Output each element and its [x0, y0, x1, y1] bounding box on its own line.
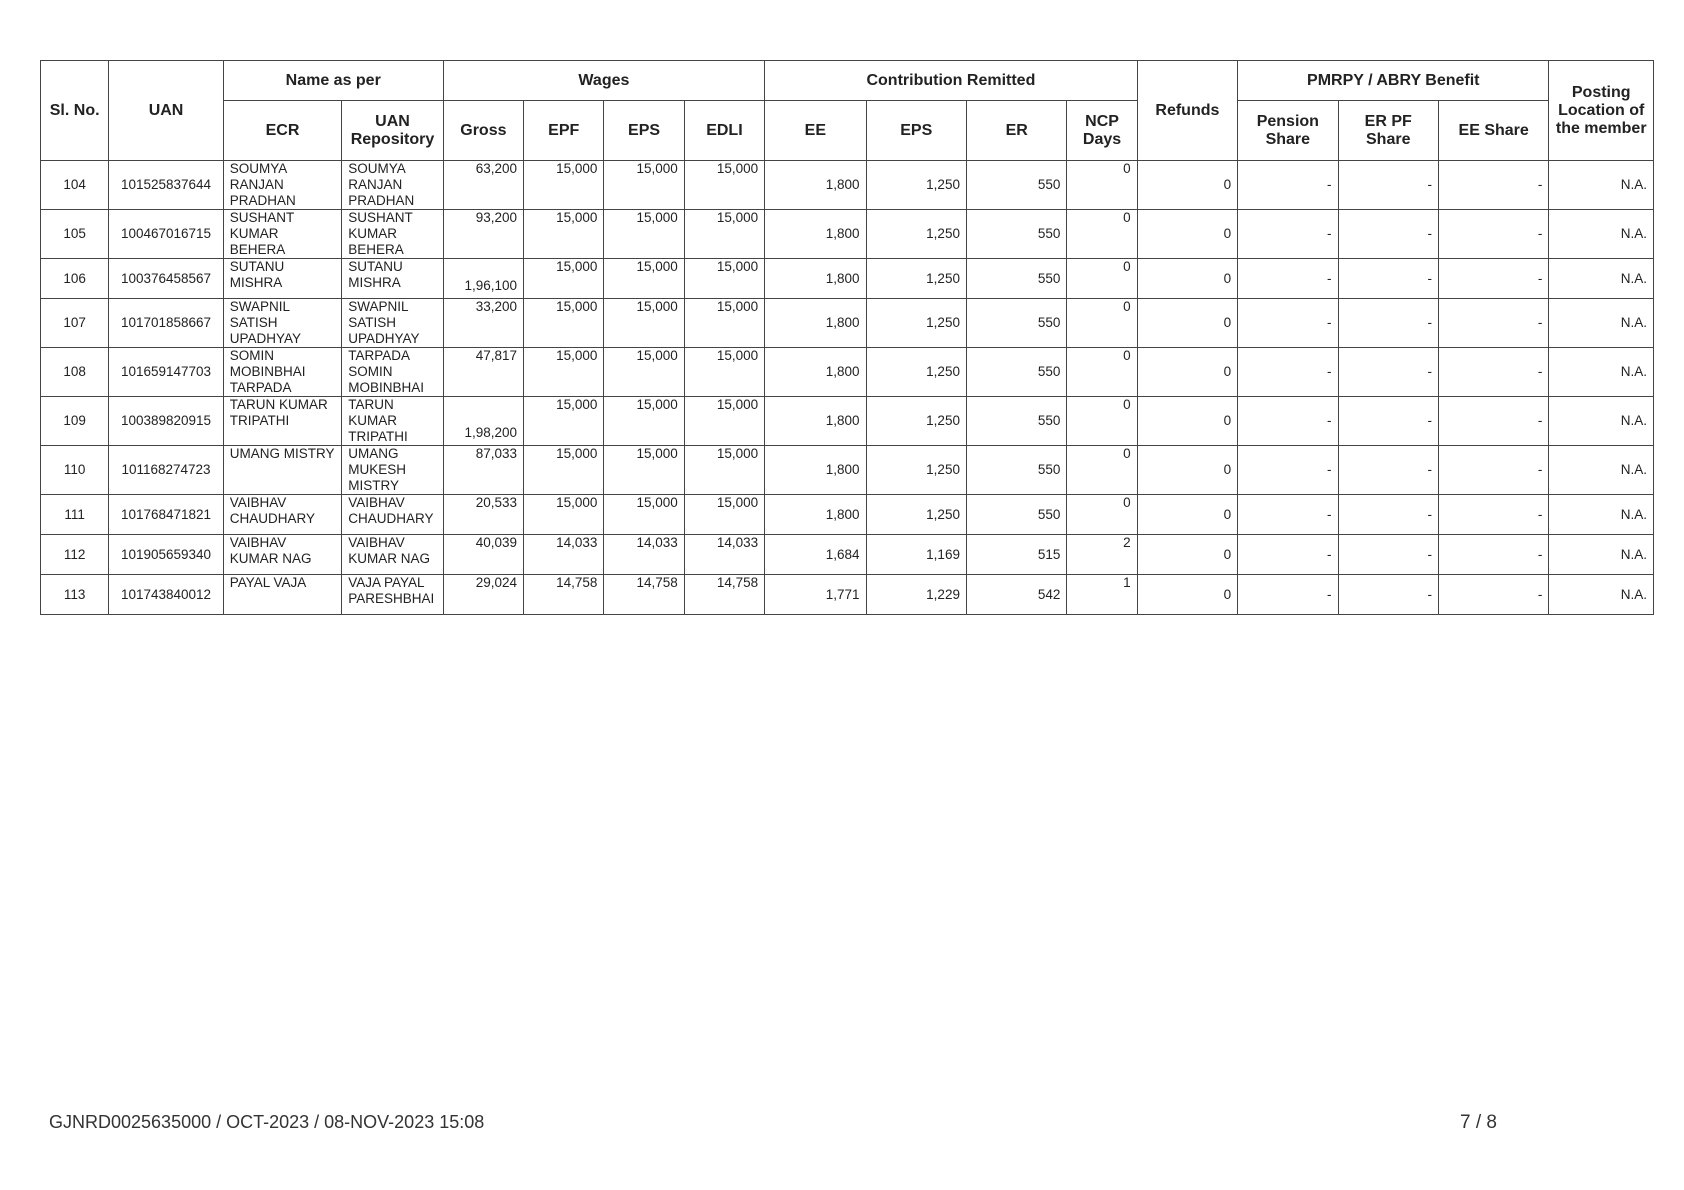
- cell-uan: 100467016715: [109, 210, 223, 259]
- cell-uan: 101525837644: [109, 161, 223, 210]
- cell-ncp-days: 0: [1067, 161, 1137, 210]
- cell-sl-no: 105: [41, 210, 109, 259]
- cell-ncp-days: 0: [1067, 495, 1137, 535]
- cell-sl-no: 112: [41, 535, 109, 575]
- cell-ncp-days: 0: [1067, 259, 1137, 299]
- cell-posting-location: N.A.: [1549, 535, 1654, 575]
- cell-er-pf-share: -: [1338, 446, 1438, 495]
- cell-uan-repository-name: VAIBHAV CHAUDHARY: [342, 495, 443, 535]
- cell-ee-share: -: [1438, 495, 1548, 535]
- cell-refunds: 0: [1137, 495, 1237, 535]
- cell-er: 550: [966, 210, 1066, 259]
- cell-er: 542: [966, 575, 1066, 615]
- cell-uan: 101659147703: [109, 348, 223, 397]
- cell-refunds: 0: [1137, 348, 1237, 397]
- cell-er-pf-share: -: [1338, 495, 1438, 535]
- cell-edli: 14,758: [684, 575, 764, 615]
- header-ee: EE: [765, 101, 866, 161]
- cell-ecr-name: TARUN KUMAR TRIPATHI: [223, 397, 342, 446]
- cell-gross: 1,98,200: [443, 397, 523, 446]
- cell-sl-no: 106: [41, 259, 109, 299]
- cell-eps-contribution: 1,250: [866, 161, 966, 210]
- cell-epf: 15,000: [524, 397, 604, 446]
- cell-gross: 33,200: [443, 299, 523, 348]
- cell-refunds: 0: [1137, 259, 1237, 299]
- header-uan: UAN: [109, 61, 223, 161]
- cell-epf: 15,000: [524, 348, 604, 397]
- cell-ee: 1,800: [765, 210, 866, 259]
- table-row: [41, 348, 1654, 397]
- cell-posting-location: N.A.: [1549, 575, 1654, 615]
- cell-pension-share: -: [1238, 446, 1338, 495]
- cell-uan: 101768471821: [109, 495, 223, 535]
- cell-ee-share: -: [1438, 348, 1548, 397]
- cell-er-pf-share: -: [1338, 575, 1438, 615]
- cell-ee-share: -: [1438, 161, 1548, 210]
- cell-uan-repository-name: SOUMYA RANJAN PRADHAN: [342, 161, 443, 210]
- cell-sl-no: 110: [41, 446, 109, 495]
- cell-refunds: 0: [1137, 299, 1237, 348]
- cell-edli: 15,000: [684, 210, 764, 259]
- header-uan-repository: UAN Repository: [342, 101, 443, 161]
- cell-eps-wages: 15,000: [604, 161, 684, 210]
- header-epf: EPF: [524, 101, 604, 161]
- cell-gross: 93,200: [443, 210, 523, 259]
- header-eps-wages: EPS: [604, 101, 684, 161]
- cell-ee: 1,800: [765, 299, 866, 348]
- cell-posting-location: N.A.: [1549, 397, 1654, 446]
- cell-ee: 1,771: [765, 575, 866, 615]
- cell-eps-contribution: 1,250: [866, 495, 966, 535]
- cell-uan: 101701858667: [109, 299, 223, 348]
- cell-edli: 15,000: [684, 446, 764, 495]
- cell-posting-location: N.A.: [1549, 495, 1654, 535]
- cell-ee: 1,800: [765, 495, 866, 535]
- cell-eps-contribution: 1,169: [866, 535, 966, 575]
- cell-sl-no: 104: [41, 161, 109, 210]
- cell-eps-wages: 14,033: [604, 535, 684, 575]
- cell-eps-wages: 15,000: [604, 495, 684, 535]
- cell-ee-share: -: [1438, 446, 1548, 495]
- cell-uan-repository-name: TARUN KUMAR TRIPATHI: [342, 397, 443, 446]
- cell-ee: 1,800: [765, 259, 866, 299]
- cell-epf: 14,758: [524, 575, 604, 615]
- cell-uan: 101905659340: [109, 535, 223, 575]
- cell-er-pf-share: -: [1338, 161, 1438, 210]
- ecr-contribution-table: [40, 60, 1654, 615]
- cell-ecr-name: SWAPNIL SATISH UPADHYAY: [223, 299, 342, 348]
- cell-eps-contribution: 1,250: [866, 259, 966, 299]
- header-sl-no: Sl. No.: [41, 61, 109, 161]
- cell-eps-wages: 15,000: [604, 299, 684, 348]
- header-ncp-days: NCP Days: [1067, 101, 1137, 161]
- cell-ncp-days: 2: [1067, 535, 1137, 575]
- cell-posting-location: N.A.: [1549, 259, 1654, 299]
- footer-page-number: 7 / 8: [1460, 1112, 1497, 1133]
- cell-eps-contribution: 1,250: [866, 299, 966, 348]
- cell-epf: 14,033: [524, 535, 604, 575]
- cell-edli: 14,033: [684, 535, 764, 575]
- cell-ee: 1,800: [765, 446, 866, 495]
- cell-ee-share: -: [1438, 535, 1548, 575]
- header-pmrpy-abry: PMRPY / ABRY Benefit: [1238, 61, 1549, 101]
- header-er: ER: [966, 101, 1066, 161]
- cell-gross: 63,200: [443, 161, 523, 210]
- cell-uan-repository-name: VAJA PAYAL PARESHBHAI: [342, 575, 443, 615]
- cell-edli: 15,000: [684, 259, 764, 299]
- cell-eps-contribution: 1,250: [866, 210, 966, 259]
- header-ecr: ECR: [223, 101, 342, 161]
- cell-refunds: 0: [1137, 161, 1237, 210]
- cell-posting-location: N.A.: [1549, 446, 1654, 495]
- cell-pension-share: -: [1238, 161, 1338, 210]
- cell-ee-share: -: [1438, 259, 1548, 299]
- table-row: [41, 397, 1654, 446]
- cell-ee: 1,684: [765, 535, 866, 575]
- cell-epf: 15,000: [524, 210, 604, 259]
- cell-uan-repository-name: SWAPNIL SATISH UPADHYAY: [342, 299, 443, 348]
- cell-sl-no: 107: [41, 299, 109, 348]
- cell-gross: 29,024: [443, 575, 523, 615]
- cell-uan: 101168274723: [109, 446, 223, 495]
- header-contribution-remitted: Contribution Remitted: [765, 61, 1138, 101]
- cell-ncp-days: 0: [1067, 348, 1137, 397]
- cell-er: 550: [966, 397, 1066, 446]
- cell-uan: 100389820915: [109, 397, 223, 446]
- cell-ee-share: -: [1438, 210, 1548, 259]
- cell-eps-wages: 15,000: [604, 348, 684, 397]
- cell-ncp-days: 0: [1067, 210, 1137, 259]
- cell-edli: 15,000: [684, 397, 764, 446]
- cell-eps-contribution: 1,229: [866, 575, 966, 615]
- cell-posting-location: N.A.: [1549, 210, 1654, 259]
- cell-posting-location: N.A.: [1549, 161, 1654, 210]
- cell-uan-repository-name: SUSHANT KUMAR BEHERA: [342, 210, 443, 259]
- cell-refunds: 0: [1137, 446, 1237, 495]
- cell-sl-no: 109: [41, 397, 109, 446]
- cell-sl-no: 108: [41, 348, 109, 397]
- cell-refunds: 0: [1137, 575, 1237, 615]
- cell-sl-no: 113: [41, 575, 109, 615]
- cell-ecr-name: VAIBHAV KUMAR NAG: [223, 535, 342, 575]
- cell-er-pf-share: -: [1338, 535, 1438, 575]
- table-row: [41, 575, 1654, 615]
- cell-er: 550: [966, 348, 1066, 397]
- cell-ecr-name: SOMIN MOBINBHAI TARPADA: [223, 348, 342, 397]
- cell-ee-share: -: [1438, 397, 1548, 446]
- cell-epf: 15,000: [524, 259, 604, 299]
- cell-uan-repository-name: SUTANU MISHRA: [342, 259, 443, 299]
- cell-ecr-name: SOUMYA RANJAN PRADHAN: [223, 161, 342, 210]
- cell-gross: 47,817: [443, 348, 523, 397]
- cell-uan-repository-name: VAIBHAV KUMAR NAG: [342, 535, 443, 575]
- cell-ee: 1,800: [765, 161, 866, 210]
- cell-ncp-days: 0: [1067, 299, 1137, 348]
- header-eps-contribution: EPS: [866, 101, 966, 161]
- cell-eps-wages: 15,000: [604, 210, 684, 259]
- cell-eps-contribution: 1,250: [866, 397, 966, 446]
- cell-er: 550: [966, 446, 1066, 495]
- cell-eps-contribution: 1,250: [866, 348, 966, 397]
- cell-pension-share: -: [1238, 348, 1338, 397]
- cell-gross: 1,96,100: [443, 259, 523, 299]
- cell-ee-share: -: [1438, 575, 1548, 615]
- cell-ee: 1,800: [765, 348, 866, 397]
- cell-epf: 15,000: [524, 161, 604, 210]
- header-refunds: Refunds: [1137, 61, 1237, 161]
- table-row: [41, 299, 1654, 348]
- table-row: [41, 446, 1654, 495]
- cell-edli: 15,000: [684, 299, 764, 348]
- cell-eps-wages: 15,000: [604, 259, 684, 299]
- cell-ecr-name: SUSHANT KUMAR BEHERA: [223, 210, 342, 259]
- table-row: [41, 495, 1654, 535]
- cell-ee: 1,800: [765, 397, 866, 446]
- cell-edli: 15,000: [684, 161, 764, 210]
- cell-pension-share: -: [1238, 535, 1338, 575]
- header-posting-location: Posting Location of the member: [1549, 61, 1654, 161]
- cell-uan: 101743840012: [109, 575, 223, 615]
- cell-ecr-name: UMANG MISTRY: [223, 446, 342, 495]
- cell-epf: 15,000: [524, 299, 604, 348]
- cell-ecr-name: PAYAL VAJA: [223, 575, 342, 615]
- cell-pension-share: -: [1238, 210, 1338, 259]
- cell-ncp-days: 1: [1067, 575, 1137, 615]
- cell-refunds: 0: [1137, 397, 1237, 446]
- cell-ee-share: -: [1438, 299, 1548, 348]
- cell-edli: 15,000: [684, 348, 764, 397]
- header-pension-share: Pension Share: [1238, 101, 1338, 161]
- cell-eps-wages: 14,758: [604, 575, 684, 615]
- cell-epf: 15,000: [524, 446, 604, 495]
- cell-ncp-days: 0: [1067, 397, 1137, 446]
- cell-ncp-days: 0: [1067, 446, 1137, 495]
- cell-uan-repository-name: TARPADA SOMIN MOBINBHAI: [342, 348, 443, 397]
- cell-posting-location: N.A.: [1549, 299, 1654, 348]
- cell-eps-wages: 15,000: [604, 446, 684, 495]
- cell-gross: 20,533: [443, 495, 523, 535]
- cell-pension-share: -: [1238, 299, 1338, 348]
- cell-er: 515: [966, 535, 1066, 575]
- header-gross: Gross: [443, 101, 523, 161]
- cell-er-pf-share: -: [1338, 397, 1438, 446]
- cell-pension-share: -: [1238, 397, 1338, 446]
- cell-refunds: 0: [1137, 535, 1237, 575]
- cell-ecr-name: SUTANU MISHRA: [223, 259, 342, 299]
- cell-eps-contribution: 1,250: [866, 446, 966, 495]
- cell-pension-share: -: [1238, 575, 1338, 615]
- header-name-as-per: Name as per: [223, 61, 443, 101]
- cell-edli: 15,000: [684, 495, 764, 535]
- header-wages: Wages: [443, 61, 764, 101]
- cell-er: 550: [966, 299, 1066, 348]
- cell-gross: 87,033: [443, 446, 523, 495]
- header-ee-share: EE Share: [1438, 101, 1548, 161]
- cell-epf: 15,000: [524, 495, 604, 535]
- table-row: [41, 535, 1654, 575]
- cell-pension-share: -: [1238, 495, 1338, 535]
- footer-document-id: GJNRD0025635000 / OCT-2023 / 08-NOV-2023 15:08: [49, 1112, 485, 1132]
- cell-er: 550: [966, 495, 1066, 535]
- cell-sl-no: 111: [41, 495, 109, 535]
- cell-ecr-name: VAIBHAV CHAUDHARY: [223, 495, 342, 535]
- header-er-pf-share: ER PF Share: [1338, 101, 1438, 161]
- cell-er-pf-share: -: [1338, 299, 1438, 348]
- cell-refunds: 0: [1137, 210, 1237, 259]
- cell-er-pf-share: -: [1338, 210, 1438, 259]
- cell-er-pf-share: -: [1338, 259, 1438, 299]
- table-row: [41, 259, 1654, 299]
- header-edli: EDLI: [684, 101, 764, 161]
- cell-er: 550: [966, 259, 1066, 299]
- table-row: [41, 210, 1654, 259]
- cell-uan: 100376458567: [109, 259, 223, 299]
- cell-er: 550: [966, 161, 1066, 210]
- cell-uan-repository-name: UMANG MUKESH MISTRY: [342, 446, 443, 495]
- cell-pension-share: -: [1238, 259, 1338, 299]
- cell-er-pf-share: -: [1338, 348, 1438, 397]
- cell-eps-wages: 15,000: [604, 397, 684, 446]
- table-row: [41, 161, 1654, 210]
- cell-posting-location: N.A.: [1549, 348, 1654, 397]
- cell-gross: 40,039: [443, 535, 523, 575]
